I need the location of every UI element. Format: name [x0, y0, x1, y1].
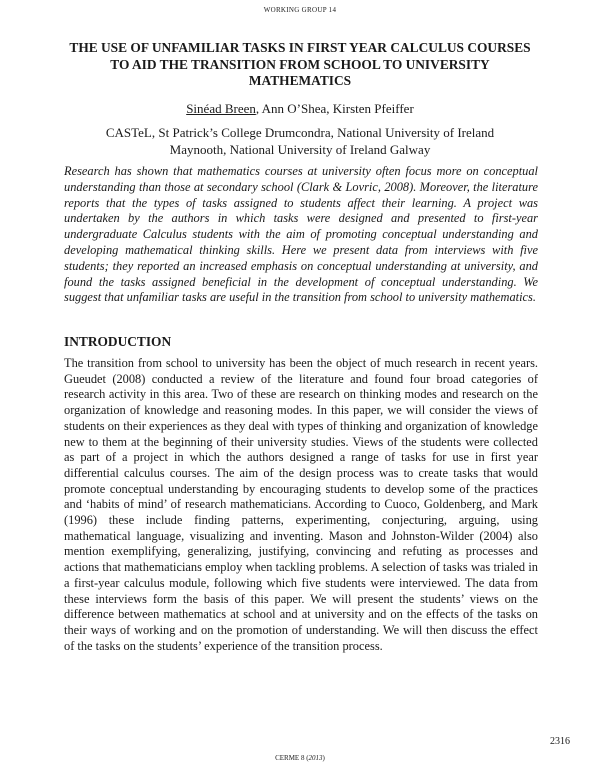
paper-title: THE USE OF UNFAMILIAR TASKS IN FIRST YEAR CALCULUS COURSES TO AID THE TRANSITION FROM SCHOOL TO UNIVERSITY MATHEMATICS	[69, 40, 531, 88]
affiliation-line-1: CASTeL, St Patrick’s College Drumcondra, National University of Ireland	[105, 125, 495, 140]
other-authors: , Ann O’Shea, Kirsten Pfeiffer	[255, 101, 414, 116]
footer-prefix: CERME 8 (	[275, 754, 309, 762]
author-list	[0, 101, 600, 117]
abstract: Research has shown that mathematics courses at university often focus more on conceptual understanding than those at secondary school (Clark & Lovric, 2008). Moreover, the literature reports that the types of tasks assigned to students affect their learning. A project was undertaken by the authors in which tasks were designed and presented to first-year undergraduate Calculus students with the aim of promoting conceptual understanding and developing mathematical thinking skills. Here we present data from interviews with five students; they reported an increased emphasis on conceptual understanding at university, and found the tasks assigned beneficial in the development of conceptual understanding. We suggest that unfamiliar tasks are useful in the transition from school to university mathematics.	[64, 164, 538, 305]
affiliation	[100, 125, 500, 158]
affiliation-line-2: Maynooth, National University of Ireland Galway	[169, 141, 431, 157]
conference-footer	[0, 754, 600, 762]
page-number: 2316	[550, 736, 570, 747]
footer-suffix: )	[322, 754, 325, 762]
running-header: WORKING GROUP 14	[263, 6, 337, 14]
section-heading-introduction: INTRODUCTION	[64, 334, 172, 349]
introduction-paragraph: The transition from school to university has been the object of much research in recent years. Gueudet (2008) conducted a review of the literature and found four broad categories of research activity in this area. Two of these are research on thinking modes and research on the organization of knowledge and reasoning modes. In this paper, we will consider the views of students on their experiences as they deal with types of thinking and organization of knowledge new to them at the beginning of their university studies. Views of the students were collected as part of a project in which the authors designed a range of tasks for use in first year differential calculus courses. The aim of the design process was to create tasks that would promote conceptual understanding by encouraging students to develop some of the practices and ‘habits of mind’ of research mathematicians. According to Cuoco, Goldenberg, and Mark (1996) these include finding patterns, experimenting, conjecturing, arguing, using mathematical language, visualizing and inventing. Mason and Johnston-Wilder (2004) also mention exemplifying, generalizing, justifying, convincing and refuting as processes and actions that mathematicians employ when tackling problems. A selection of tasks was trialed in a first-year calculus module, following which five students were interviewed. The data from these interviews form the basis of this paper. We will present the students’ views on the difference between mathematics at school and at university and on the effects of the tasks on their ways of working and on the promotion of understanding. We will then discuss the effect of the tasks on the students’ experience of the transition process.	[64, 356, 538, 653]
first-author: Sinéad Breen	[186, 101, 256, 116]
footer-year: 2013	[308, 754, 323, 762]
